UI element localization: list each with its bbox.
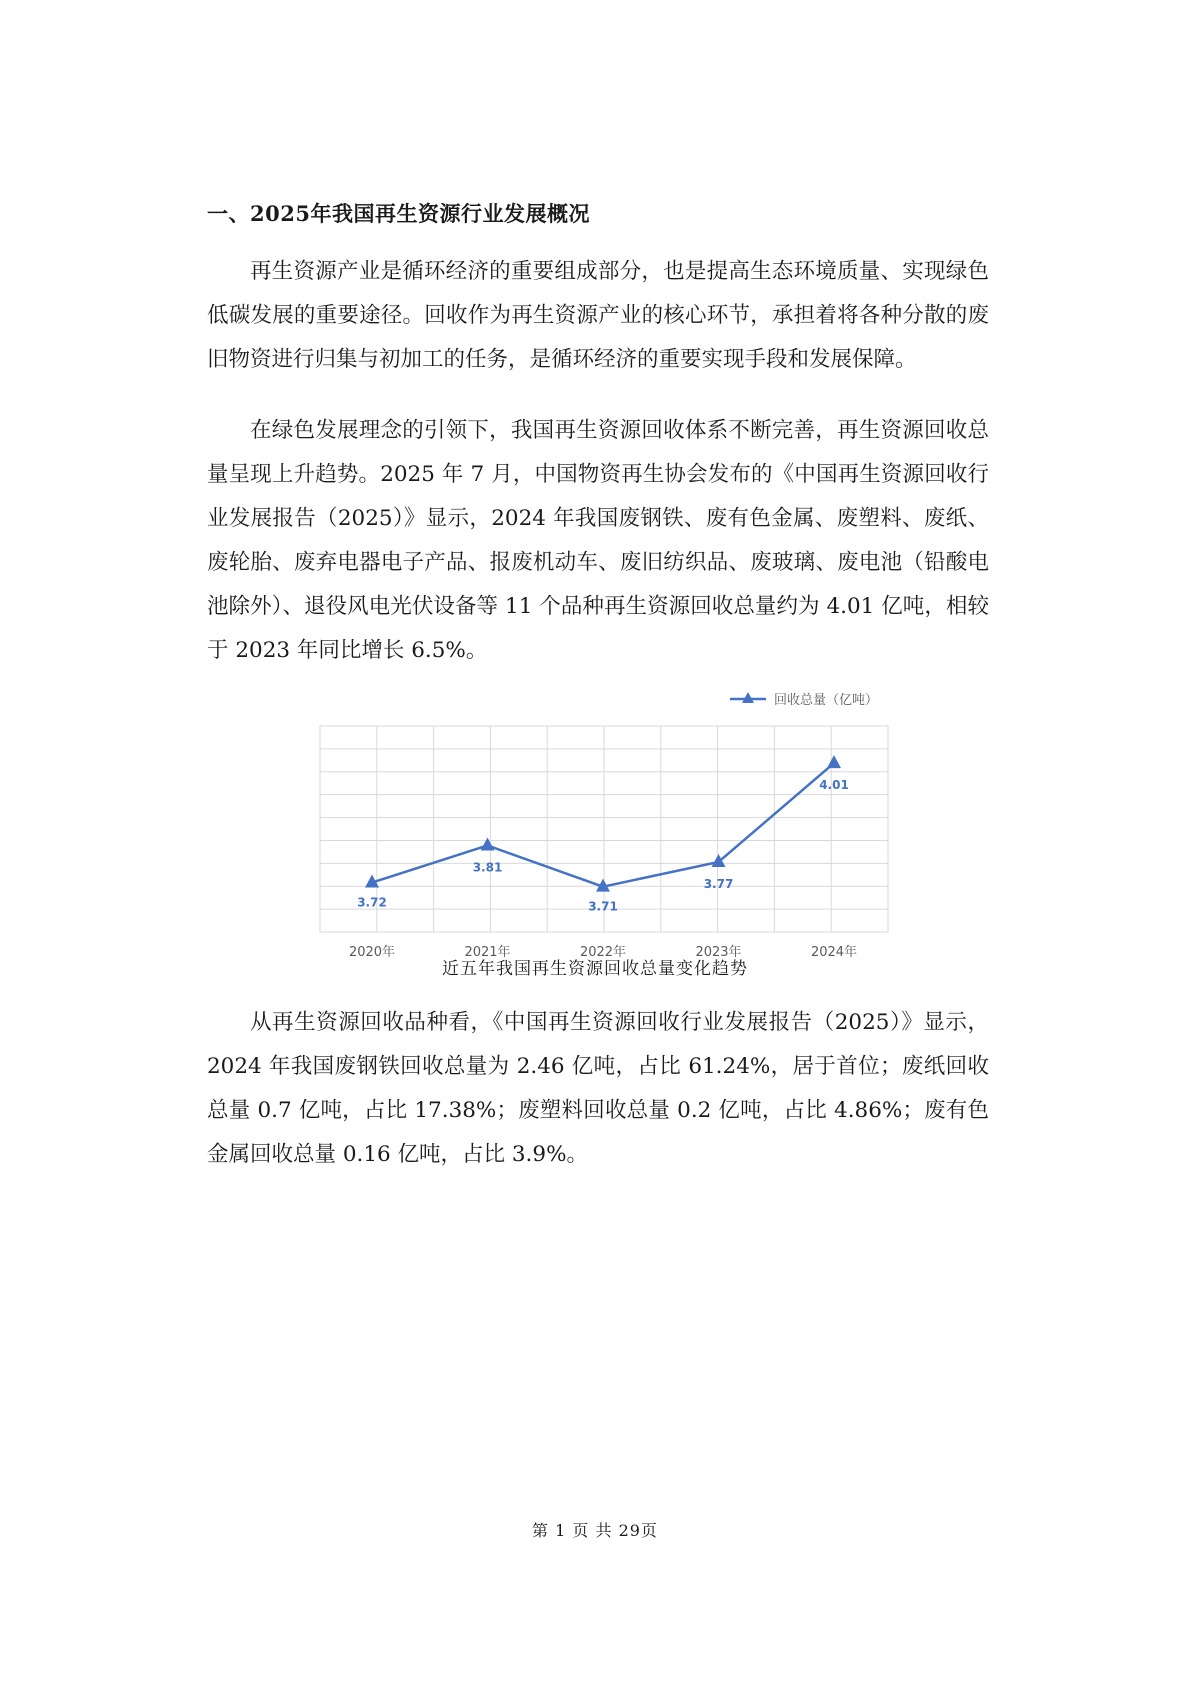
- data-label: 3.71: [588, 899, 618, 914]
- paragraph-3: 从再生资源回收品种看，《中国再生资源回收行业发展报告（2025）》显示，2024 年我国废钢铁回收总量为 2.46 亿吨，占比 61.24%，居于首位；废纸回收总量 0.7 亿吨，占比 17.38%；废塑料回收总量 0.2 亿吨，占比 4.86%；废有色金属回收总量 0.16 亿吨，占比 3.9%。: [207, 1010, 989, 1167]
- page-footer: 第 1 页 共 29页: [532, 1521, 658, 1540]
- chart-svg: [310, 668, 890, 960]
- data-label: 4.01: [819, 778, 849, 793]
- x-tick-label: 2020年: [348, 945, 396, 960]
- legend-marker: [742, 692, 754, 703]
- data-label: 3.72: [357, 895, 387, 910]
- recycling-trend-chart: [310, 668, 890, 960]
- data-point-marker: [827, 755, 841, 768]
- data-point-marker: [712, 854, 726, 867]
- data-label: 3.77: [703, 876, 734, 891]
- section-heading: 一、2025年我国再生资源行业发展概况: [207, 201, 590, 226]
- paragraph-2: 在绿色发展理念的引领下，我国再生资源回收体系不断完善，再生资源回收总量呈现上升趋势。2025 年 7 月，中国物资再生协会发布的《中国再生资源回收行业发展报告（2025）》显示，2024 年我国废钢铁、废有色金属、废塑料、废纸、废轮胎、废弃电器电子产品、报废机动车、废旧纺织品、废玻璃、废电池（铅酸电池除外）、退役风电光伏设备等 11 个品种再生资源回收总量约为 4.01 亿吨，相较于 2023 年同比增长 6.5%。: [207, 418, 989, 663]
- data-label: 3.81: [472, 860, 503, 875]
- x-tick-label: 2023年: [695, 945, 742, 960]
- series-line: [372, 763, 834, 887]
- x-tick-label: 2021年: [464, 945, 511, 960]
- paragraph-1: 再生资源产业是循环经济的重要组成部分，也是提高生态环境质量、实现绿色低碳发展的重要途径。回收作为再生资源产业的核心环节，承担着将各种分散的废旧物资进行归集与初加工的任务，是循环经济的重要实现手段和发展保障。: [207, 259, 989, 372]
- data-point-marker: [481, 837, 495, 850]
- legend-label: 回收总量（亿吨）: [774, 693, 879, 708]
- chart-caption: 近五年我国再生资源回收总量变化趋势: [442, 959, 748, 979]
- x-tick-label: 2022年: [579, 945, 627, 960]
- x-tick-label: 2024年: [810, 945, 858, 960]
